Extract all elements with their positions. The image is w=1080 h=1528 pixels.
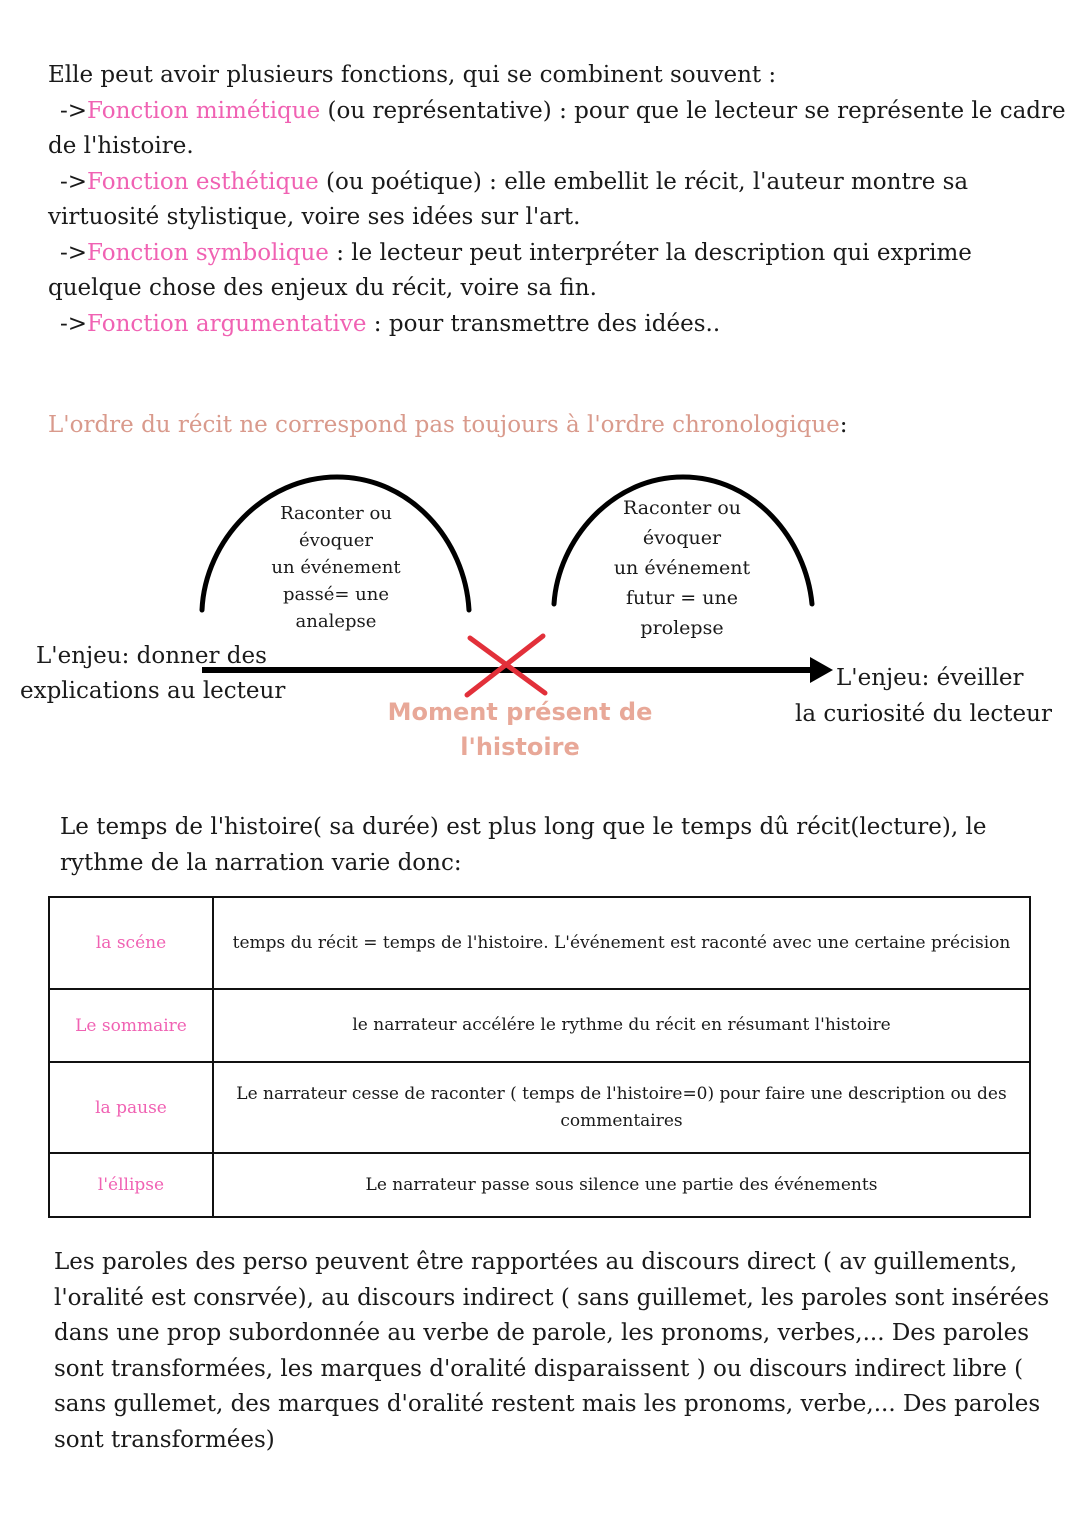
present-moment-label [380, 695, 660, 765]
order-heading-colon: : [839, 412, 848, 438]
rhythm-intro-line: rythme de la narration varie donc: [60, 849, 462, 876]
function-name: Fonction mimétique [87, 97, 321, 124]
speech-line: dans une prop subordonnée au verbe de parole, les pronoms, verbes,... Des paroles [54, 1320, 1030, 1346]
analepse-label [255, 500, 417, 635]
prolepse-line: évoquer [642, 527, 722, 549]
chronology-diagram [0, 455, 1080, 785]
function-item-argumentative [48, 307, 1048, 343]
speech-line: sans gullemet, des marques d'oralité restent mais les pronoms, verbe,... Des paroles [54, 1391, 1041, 1417]
function-text-continued: quelque chose des enjeux du récit, voire sa fin. [48, 275, 597, 301]
analepse-line: un événement [271, 557, 401, 578]
table-cell-desc: temps du récit = temps de l'histoire. L'événement est raconté avec une certaine précision [213, 897, 1030, 989]
present-moment-line: Moment présent de [387, 698, 653, 726]
table-cell-desc: Le narrateur cesse de raconter ( temps de l'histoire=0) pour faire une description ou des commentaires [213, 1062, 1030, 1153]
function-text: (ou poétique) : elle embellit le récit, l'auteur montre sa [318, 168, 969, 195]
speech-line: sont transformées) [54, 1426, 275, 1453]
table-cell-desc: le narrateur accélére le rythme du récit en résumant l'histoire [213, 989, 1030, 1062]
function-text: : le lecteur peut interpréter la description qui exprime [328, 239, 972, 266]
analepse-line: Raconter ou [280, 503, 392, 524]
arrow: -> [60, 168, 88, 195]
prolepse-line: Raconter ou [622, 497, 742, 519]
right-enjeu-line-1: L'enjeu: éveiller [836, 665, 1024, 691]
table-row [49, 897, 1030, 989]
table-cell-term: Le sommaire [49, 989, 213, 1062]
analepse-line: analepse [295, 611, 377, 632]
rhythm-intro-line: Le temps de l'histoire( sa durée) est plus long que le temps dû récit(lecture), le [60, 814, 987, 840]
right-enjeu-line-2: la curiosité du lecteur [795, 701, 1052, 727]
function-text-continued: de l'histoire. [48, 133, 194, 159]
function-name: Fonction symbolique [87, 239, 329, 266]
prolepse-line: prolepse [640, 617, 724, 639]
arrow: -> [60, 239, 88, 266]
arrow: -> [60, 310, 88, 337]
function-item-mimetique [48, 94, 1066, 130]
analepse-line: évoquer [298, 530, 374, 551]
order-heading [48, 412, 848, 438]
rhythm-intro [60, 810, 1020, 881]
left-enjeu-line-2: explications au lecteur [20, 678, 286, 704]
order-heading-text: L'ordre du récit ne correspond pas toujours à l'ordre chronologique [48, 412, 840, 438]
arrow: -> [60, 97, 88, 124]
rhythm-table [48, 896, 1031, 1218]
function-name: Fonction esthétique [87, 168, 319, 195]
prolepse-line: futur = une [626, 587, 738, 609]
function-text: : pour transmettre des idées.. [366, 310, 721, 337]
present-moment-line: l'histoire [460, 733, 580, 761]
function-item-esthetique [48, 165, 1048, 201]
table-row [49, 989, 1030, 1062]
function-text-continued: virtuosité stylistique, voire ses idées sur l'art. [48, 204, 581, 230]
prolepse-label [600, 493, 764, 643]
table-cell-term: la pause [49, 1062, 213, 1153]
function-item-symbolique [48, 236, 1048, 272]
speech-line: Les paroles des perso peuvent être rapportées au discours direct ( av guillements, [54, 1249, 1018, 1275]
table-cell-desc: Le narrateur passe sous silence une partie des événements [213, 1153, 1030, 1217]
speech-paragraph [54, 1245, 1050, 1458]
functions-intro: Elle peut avoir plusieurs fonctions, qui se combinent souvent : [48, 62, 777, 88]
table-row [49, 1153, 1030, 1217]
timeline-arrowhead [810, 657, 833, 683]
table-cell-term: la scéne [49, 897, 213, 989]
table-cell-term: l'éllipse [49, 1153, 213, 1217]
left-enjeu-line-1: L'enjeu: donner des [36, 643, 267, 669]
speech-line: l'oralité est consrvée), au discours indirect ( sans guillemet, les paroles sont insérées [54, 1284, 1050, 1311]
table-row [49, 1062, 1030, 1153]
function-name: Fonction argumentative [87, 310, 367, 337]
speech-line: sont transformées, les marques d'oralité disparaissent ) ou discours indirect libre ( [54, 1355, 1024, 1382]
functions-section [48, 58, 1066, 342]
analepse-line: passé= une [282, 584, 390, 605]
function-text: (ou représentative) : pour que le lecteur se représente le cadre [320, 97, 1066, 124]
prolepse-line: un événement [613, 557, 751, 579]
